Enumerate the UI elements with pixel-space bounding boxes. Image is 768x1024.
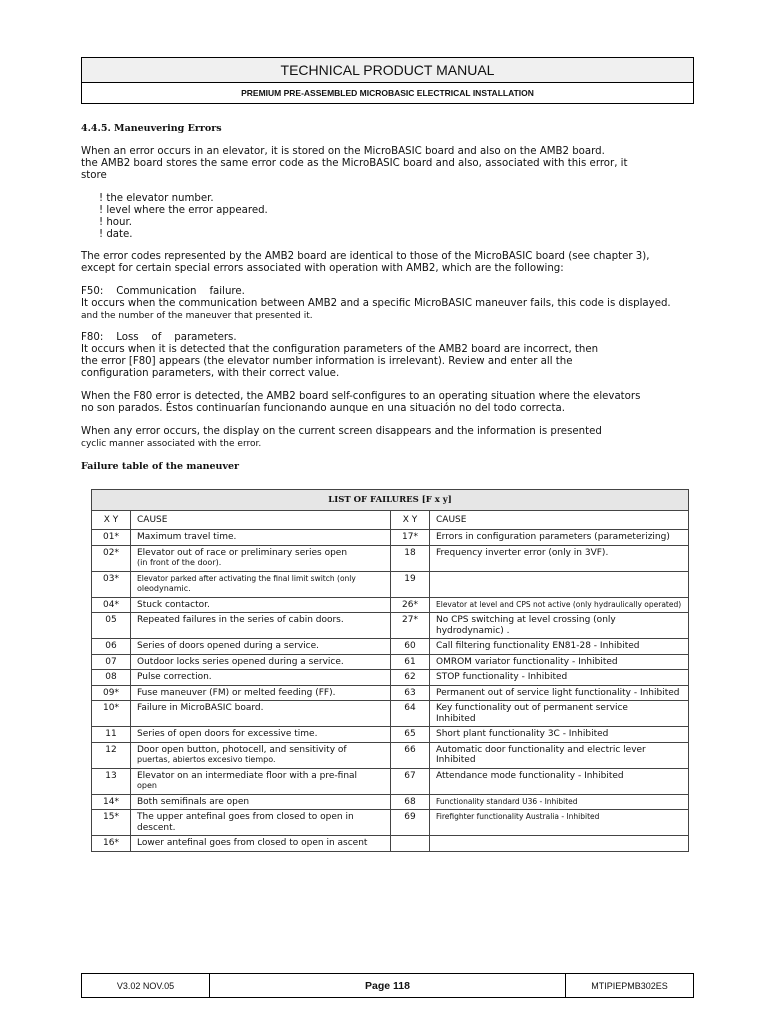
- error-code-cell: [92, 701, 131, 727]
- error-cause-cell-text: Failure in MicroBASIC board.: [137, 703, 264, 713]
- error-code-cell-text: 09*: [103, 687, 119, 698]
- error-code-cell: [92, 685, 131, 701]
- error-cause-cell-text: Maximum travel time.: [137, 532, 237, 542]
- error-cause-cell-text-continued: hydrodynamic) .: [436, 625, 510, 636]
- error-cause-cell-text: Lower antefinal goes from closed to open in ascent: [137, 838, 368, 848]
- stored-info-list: [99, 193, 268, 241]
- error-code-cell: [391, 794, 430, 810]
- document-footer: [81, 973, 694, 998]
- error-cause-cell-text-continued: (in front of the door).: [137, 558, 222, 567]
- error-code-cell: [92, 836, 131, 852]
- error-cause-cell-text: Attendance mode functionality - Inhibited: [436, 770, 624, 781]
- list-item: ! level where the error appeared.: [99, 205, 268, 216]
- error-code-cell-text: 15*: [103, 812, 119, 822]
- table-row: [92, 685, 689, 701]
- error-cause-cell-text: Stuck contactor.: [137, 599, 210, 610]
- error-cause-cell: [430, 742, 689, 768]
- error-cause-cell-text: Fuse maneuver (FM) or melted feeding (FF).: [137, 687, 336, 698]
- error-cause-cell: [430, 571, 689, 597]
- error-code-cell-text: 17*: [402, 532, 418, 542]
- footer-page-number: Page 118: [210, 974, 566, 997]
- error-cause-cell-text: Short plant functionality 3C - Inhibited: [436, 729, 609, 739]
- error-cause-cell: [430, 613, 689, 639]
- paragraph-line: The error codes represented by the AMB2 board are identical to those of the MicroBASIC board (see chapter 3),: [81, 251, 650, 262]
- error-code-cell-text: 13: [105, 770, 117, 781]
- paragraph-line: When the F80 error is detected, the AMB2 board self-configures to an operating situation where the elevators: [81, 391, 641, 402]
- table-row: [92, 639, 689, 655]
- error-cause-cell: [430, 810, 689, 836]
- error-cause-cell-text: Firefighter functionality Australia - Inhibited: [436, 812, 600, 821]
- error-cause-cell-text-continued: oleodynamic.: [137, 584, 191, 593]
- error-code-cell: [391, 639, 430, 655]
- error-code-cell-text: 68: [404, 796, 416, 807]
- column-header-cause: CAUSE: [430, 511, 689, 530]
- error-cause-cell-text: Pulse correction.: [137, 672, 212, 682]
- paragraph-line: When any error occurs, the display on the current screen disappears and the information is presented: [81, 426, 602, 437]
- error-cause-cell: [131, 613, 391, 639]
- column-header-xy: X Y: [92, 511, 131, 530]
- paragraph-line: and the number of the maneuver that presented it.: [81, 311, 313, 321]
- error-cause-cell-text: Automatic door functionality and electric lever: [436, 744, 646, 755]
- error-code-cell-text: 02*: [103, 547, 119, 558]
- error-code-cell: [92, 613, 131, 639]
- error-cause-cell-text: Door open button, photocell, and sensitivity of: [137, 744, 347, 755]
- header-subtitle: PREMIUM PRE-ASSEMBLED MICROBASIC ELECTRICAL INSTALLATION: [241, 88, 534, 98]
- error-code-cell-text: 18: [404, 547, 416, 558]
- error-code-cell-text: 06: [105, 641, 117, 651]
- f80-title: F80: Loss of parameters.: [81, 332, 237, 343]
- error-code-cell: [391, 727, 430, 743]
- f50-title: F50: Communication failure.: [81, 286, 245, 297]
- error-cause-cell: [430, 530, 689, 546]
- error-code-cell: [391, 613, 430, 639]
- error-cause-cell-text: Repeated failures in the series of cabin doors.: [137, 615, 344, 625]
- error-cause-cell-text: Permanent out of service light functionality - Inhibited: [436, 687, 680, 698]
- error-code-cell: [92, 670, 131, 686]
- error-cause-cell: [430, 545, 689, 571]
- error-code-cell-text: 63: [404, 687, 416, 698]
- error-cause-cell-text: Key functionality out of permanent service: [436, 703, 628, 713]
- error-cause-cell: [430, 768, 689, 794]
- error-cause-cell: [131, 654, 391, 670]
- error-code-cell-text: 04*: [103, 599, 119, 610]
- error-cause-cell: [131, 639, 391, 655]
- error-code-cell: [391, 654, 430, 670]
- error-cause-cell: [131, 727, 391, 743]
- error-cause-cell-text: Call filtering functionality EN81-28 - Inhibited: [436, 641, 640, 651]
- error-code-cell-text: 08: [105, 672, 117, 682]
- table-row: [92, 810, 689, 836]
- error-cause-cell: [430, 836, 689, 852]
- error-code-cell-text: 62: [404, 672, 416, 682]
- error-code-cell-text: 14*: [103, 796, 119, 807]
- error-cause-cell-text: OMROM variator functionality - Inhibited: [436, 656, 618, 667]
- error-code-cell-text: 64: [404, 703, 416, 713]
- error-code-cell: [92, 530, 131, 546]
- error-cause-cell-text: No CPS switching at level crossing (only: [436, 615, 616, 625]
- error-code-cell-text: 65: [404, 729, 416, 739]
- error-cause-cell-text-continued: puertas, abiertos excesivo tiempo.: [137, 755, 276, 764]
- error-code-cell-text: 69: [404, 812, 416, 822]
- error-code-cell-text: 11: [105, 729, 117, 739]
- table-header-row: [92, 511, 689, 530]
- error-cause-cell-text-continued: open: [137, 781, 157, 790]
- error-code-cell: [92, 639, 131, 655]
- error-cause-cell-text: Frequency inverter error (only in 3VF).: [436, 547, 609, 558]
- list-item: ! the elevator number.: [99, 193, 214, 204]
- list-item: ! hour.: [99, 217, 132, 228]
- table-row: [92, 768, 689, 794]
- error-code-cell: [92, 727, 131, 743]
- error-cause-cell: [131, 742, 391, 768]
- table-row: [92, 670, 689, 686]
- error-code-cell-text: 01*: [103, 532, 119, 542]
- error-cause-cell: [131, 670, 391, 686]
- error-cause-cell: [131, 545, 391, 571]
- error-code-cell: [391, 685, 430, 701]
- intro-line: When an error occurs in an elevator, it is stored on the MicroBASIC board and also on the AMB2 board.: [81, 146, 605, 157]
- error-cause-cell: [430, 685, 689, 701]
- section-heading: 4.4.5. Maneuvering Errors: [81, 123, 222, 134]
- error-cause-cell-text: Both semifinals are open: [137, 796, 250, 807]
- error-cause-cell-text: Elevator on an intermediate floor with a pre-final: [137, 770, 358, 781]
- error-cause-cell: [131, 794, 391, 810]
- error-cause-cell-text: The upper antefinal goes from closed to open in descent.: [137, 812, 354, 833]
- header-title: TECHNICAL PRODUCT MANUAL: [82, 58, 693, 83]
- error-code-cell: [92, 768, 131, 794]
- table-row: [92, 701, 689, 727]
- table-row: [92, 727, 689, 743]
- paragraph-line: cyclic manner associated with the error.: [81, 439, 262, 449]
- error-cause-cell-text: STOP functionality - Inhibited: [436, 672, 568, 682]
- table-row: [92, 597, 689, 613]
- error-code-cell: [92, 810, 131, 836]
- error-code-cell-text: 16*: [103, 838, 119, 848]
- paragraph-line: no son parados. Éstos continuarían funcionando aunque en una situación no del todo correcta.: [81, 403, 565, 414]
- error-code-cell-text: 10*: [103, 703, 119, 713]
- error-cause-cell: [131, 836, 391, 852]
- error-code-cell: [391, 670, 430, 686]
- error-code-cell-text: 07: [105, 656, 117, 667]
- error-cause-cell-text: Series of open doors for excessive time.: [137, 729, 318, 739]
- paragraph-line: except for certain special errors associated with operation with AMB2, which are the following:: [81, 263, 564, 274]
- error-code-cell-text: 61: [404, 656, 416, 667]
- paragraph-line: It occurs when it is detected that the configuration parameters of the AMB2 board are incorrect, then: [81, 344, 599, 355]
- error-cause-cell-text-continued: Inhibited: [436, 713, 476, 724]
- failures-table: [91, 489, 688, 852]
- error-code-cell-text: 05: [105, 615, 117, 625]
- error-code-cell: [391, 597, 430, 613]
- error-code-cell: [391, 701, 430, 727]
- error-cause-cell: [430, 727, 689, 743]
- error-code-cell: [92, 571, 131, 597]
- table-row: [92, 545, 689, 571]
- table-row: [92, 654, 689, 670]
- paragraph-line: configuration parameters, with their correct value.: [81, 368, 340, 379]
- error-cause-cell: [430, 597, 689, 613]
- table-row: [92, 836, 689, 852]
- error-cause-cell: [131, 685, 391, 701]
- error-code-cell-text: 26*: [402, 599, 418, 610]
- error-code-cell: [92, 742, 131, 768]
- error-code-cell-text: 03*: [103, 573, 119, 584]
- error-cause-cell-text: Elevator parked after activating the final limit switch (only: [137, 573, 356, 583]
- table-heading: Failure table of the maneuver: [81, 461, 240, 472]
- error-code-cell: [391, 742, 430, 768]
- error-code-cell: [391, 810, 430, 836]
- error-cause-cell-text: Series of doors opened during a service.: [137, 641, 319, 651]
- f50-section: [81, 286, 691, 322]
- error-cause-cell: [131, 810, 391, 836]
- paragraph-line: the error [F80] appears (the elevator number information is irrelevant). Review and enter all the: [81, 356, 573, 367]
- intro-line: the AMB2 board stores the same error code as the MicroBASIC board and also, associated with this error, it: [81, 158, 628, 169]
- footer-version: V3.02 NOV.05: [82, 974, 210, 997]
- error-code-cell-text: 60: [404, 641, 416, 651]
- error-cause-cell: [131, 571, 391, 597]
- error-cause-cell: [430, 654, 689, 670]
- error-code-cell: [391, 571, 430, 597]
- paragraph-line: It occurs when the communication between AMB2 and a specific MicroBASIC maneuver fails, this code is displayed.: [81, 298, 671, 309]
- display-paragraph: [81, 426, 691, 450]
- error-cause-cell: [131, 768, 391, 794]
- intro-line: store: [81, 170, 107, 181]
- table-row: [92, 530, 689, 546]
- error-code-cell-text: 27*: [402, 615, 418, 625]
- error-codes-paragraph: [81, 251, 691, 275]
- error-code-cell-text: 67: [404, 770, 416, 781]
- error-code-cell-text: 66: [404, 744, 416, 755]
- error-cause-cell: [131, 701, 391, 727]
- error-code-cell: [92, 794, 131, 810]
- intro-paragraph: [81, 146, 691, 182]
- error-cause-cell: [430, 639, 689, 655]
- list-item: ! date.: [99, 229, 133, 240]
- error-code-cell: [92, 597, 131, 613]
- error-cause-cell: [131, 597, 391, 613]
- error-code-cell: [92, 654, 131, 670]
- error-cause-cell: [430, 701, 689, 727]
- error-code-cell: [92, 545, 131, 571]
- f80-section: [81, 332, 691, 380]
- table-row: [92, 613, 689, 639]
- table-caption: LIST OF FAILURES [F x y]: [92, 490, 689, 511]
- error-cause-cell-text: Outdoor locks series opened during a service.: [137, 656, 344, 667]
- error-code-cell: [391, 545, 430, 571]
- error-code-cell: [391, 530, 430, 546]
- error-cause-cell: [430, 670, 689, 686]
- error-cause-cell-text-continued: Inhibited: [436, 755, 476, 765]
- table-row: [92, 794, 689, 810]
- error-cause-cell-text: Errors in configuration parameters (parameterizing): [436, 532, 670, 542]
- error-cause-cell: [131, 530, 391, 546]
- error-code-cell: [391, 768, 430, 794]
- error-cause-cell-text: Elevator out of race or preliminary series open: [137, 547, 348, 558]
- table-row: [92, 742, 689, 768]
- footer-doc-code: MTIPIEPMB302ES: [591, 980, 668, 991]
- f80-detected-paragraph: [81, 391, 691, 415]
- error-code-cell: [391, 836, 430, 852]
- table-caption-row: [92, 490, 689, 511]
- error-cause-cell-text: Elevator at level and CPS not active (only hydraulically operated): [436, 599, 682, 609]
- error-code-cell-text: 12: [105, 744, 117, 755]
- column-header-cause: CAUSE: [131, 511, 391, 530]
- error-cause-cell: [430, 794, 689, 810]
- table-row: [92, 571, 689, 597]
- error-cause-cell-text: Functionality standard U36 - Inhibited: [436, 796, 578, 806]
- document-header: [81, 57, 694, 104]
- error-code-cell-text: 19: [404, 573, 416, 584]
- column-header-xy: X Y: [391, 511, 430, 530]
